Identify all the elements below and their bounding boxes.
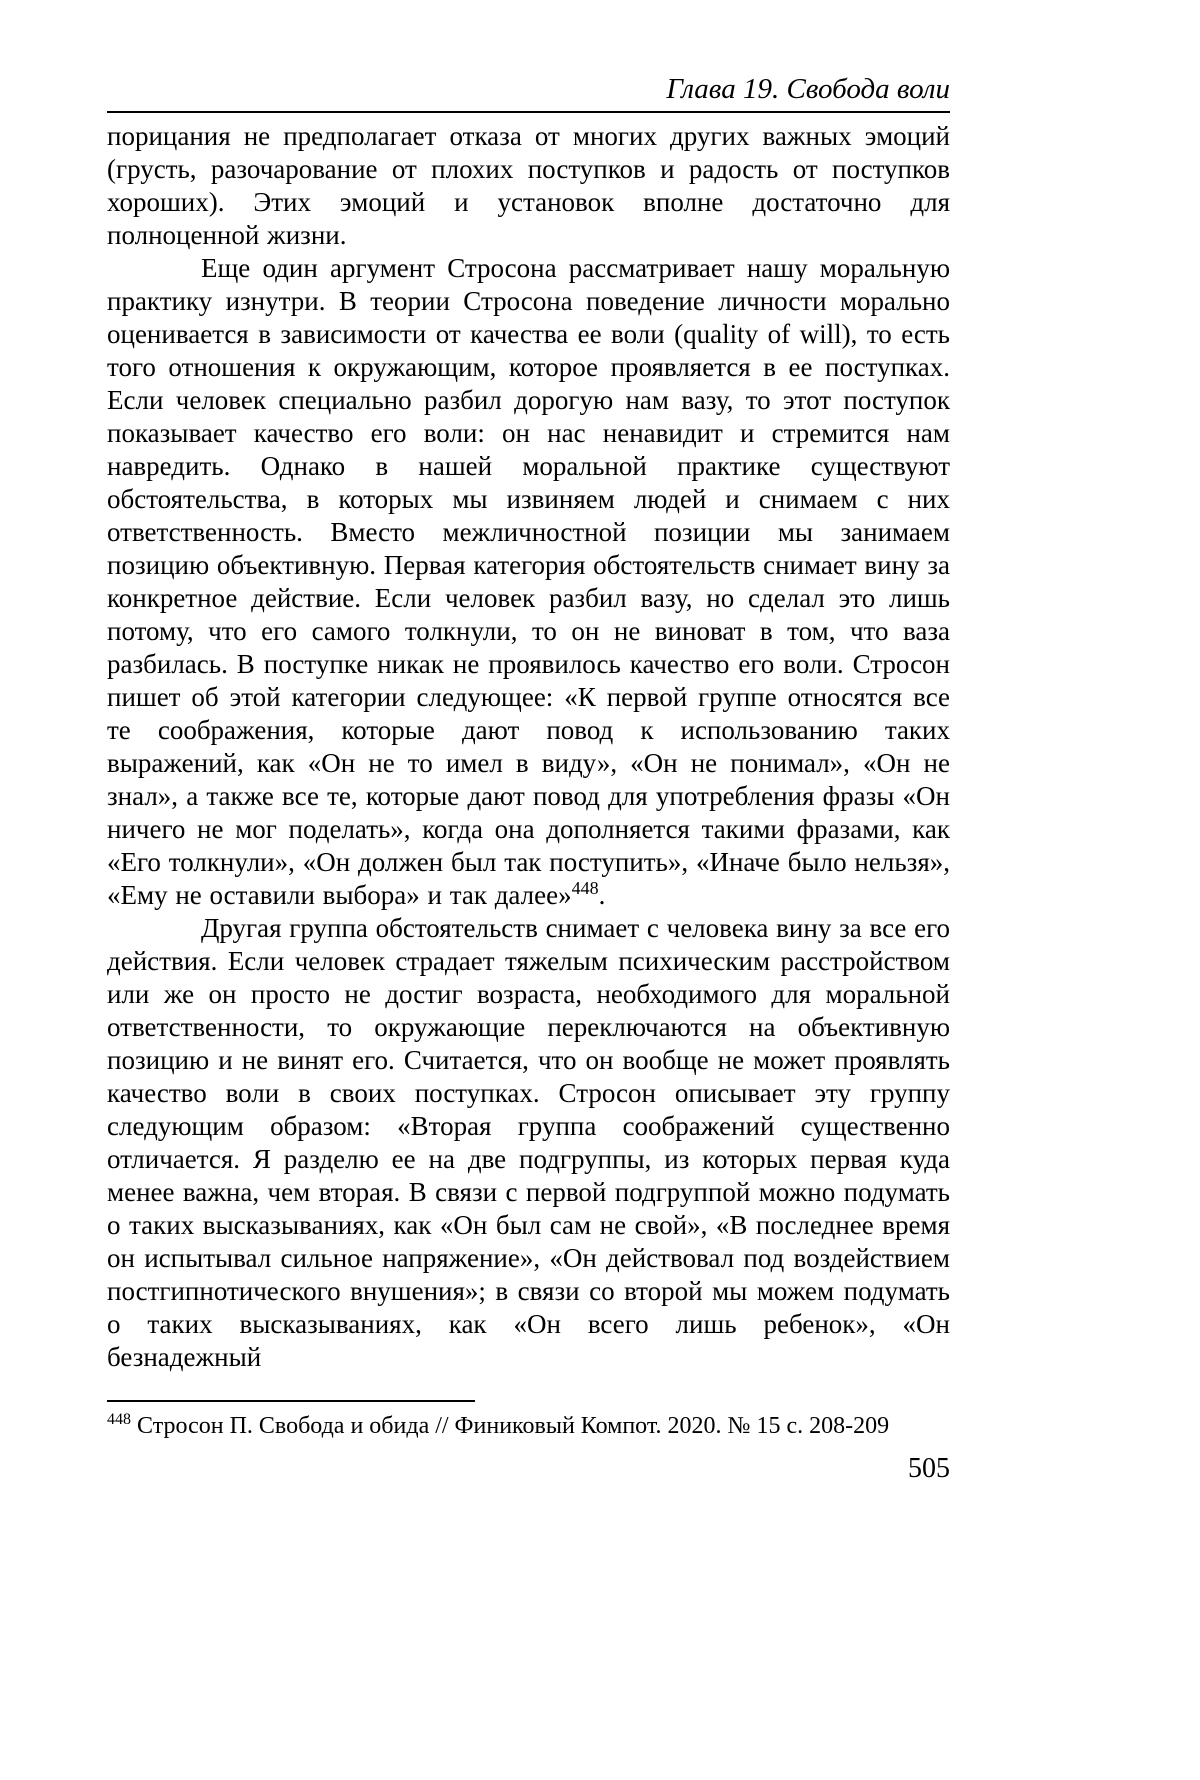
page-body xyxy=(107,120,950,1374)
footnote-number: 448 xyxy=(107,1411,131,1428)
paragraph-tail: . xyxy=(598,880,606,910)
footnote-separator-rule xyxy=(107,1400,475,1402)
paragraph-continuation: порицания не предполагает отказа от многих других важных эмоций (грусть, разочарование от плохих поступков и радость от поступков хороших). Этих эмоций и установок вполне достаточно для полноценной жизни. xyxy=(107,121,950,250)
footnote xyxy=(107,1412,950,1441)
footnote-block xyxy=(107,1400,950,1441)
paragraph-second-group: Другая группа обстоятельств снимает с человека вину за все его действия. Если человек страдает тяжелым психическим расстройством или же он просто не достиг возраста, необходимого для моральной ответственности, то окружающие переключаются на объективную позицию и не винят его. Считается, что он вообще не может проявлять качество воли в своих поступках. Стросон описывает эту группу следующим образом: «Вторая группа соображений существенно отличается. Я разделю ее на две подгруппы, из которых первая куда менее важна, чем вторая. В связи с первой подгруппой можно подумать о таких высказываниях, как «Он был сам не свой», «В последнее время он испытывал сильное напряжение», «Он действовал под воздействием постгипнотического внушения»; в связи со второй мы можем подумать о таких высказываниях, как «Он всего лишь ребенок», «Он безнадежный xyxy=(107,913,950,1372)
footnote-text: Стросон П. Свобода и обида // Финиковый Компот. 2020. № 15 с. 208-209 xyxy=(131,1413,890,1439)
paragraph-text: Еще один аргумент Стросона рассматривает нашу моральную практику изнутри. В теории Стросона поведение личности морально оценивается в зависимости от качества ее воли (quality of will), то есть того отношения к окружающим, которое проявляется в ее поступках. Если человек специально разбил дорогую нам вазу, то этот поступок показывает качество его воли: он нас ненавидит и стремится нам навредить. Однако в нашей моральной практике существуют обстоятельства, в которых мы извиняем людей и снимаем с них ответственность. Вместо межличностной позиции мы занимаем позицию объективную. Первая категория обстоятельств снимает вину за конкретное действие. Если человек разбил вазу, но сделал это лишь потому, что его самого толкнули, то он не виноват в том, что ваза разбилась. В поступке никак не проявилось качество его воли. Стросон пишет об этой категории следующее: «К первой группе относятся все те соображения, которые дают повод к использованию таких выражений, как «Он не то имел в виду», «Он не понимал», «Он не знал», а также все те, которые дают повод для употребления фразы «Он ничего не мог поделать», когда она дополняется такими фразами, как «Его толкнули», «Он должен был так поступить», «Иначе было нельзя», «Ему не оставили выбора» и так далее» xyxy=(107,253,951,910)
footnote-reference-marker: 448 xyxy=(571,878,599,898)
running-header: Глава 19. Свобода воли xyxy=(107,72,950,113)
paragraph-strawson-argument xyxy=(107,252,950,912)
page-number: 505 xyxy=(908,1453,950,1484)
